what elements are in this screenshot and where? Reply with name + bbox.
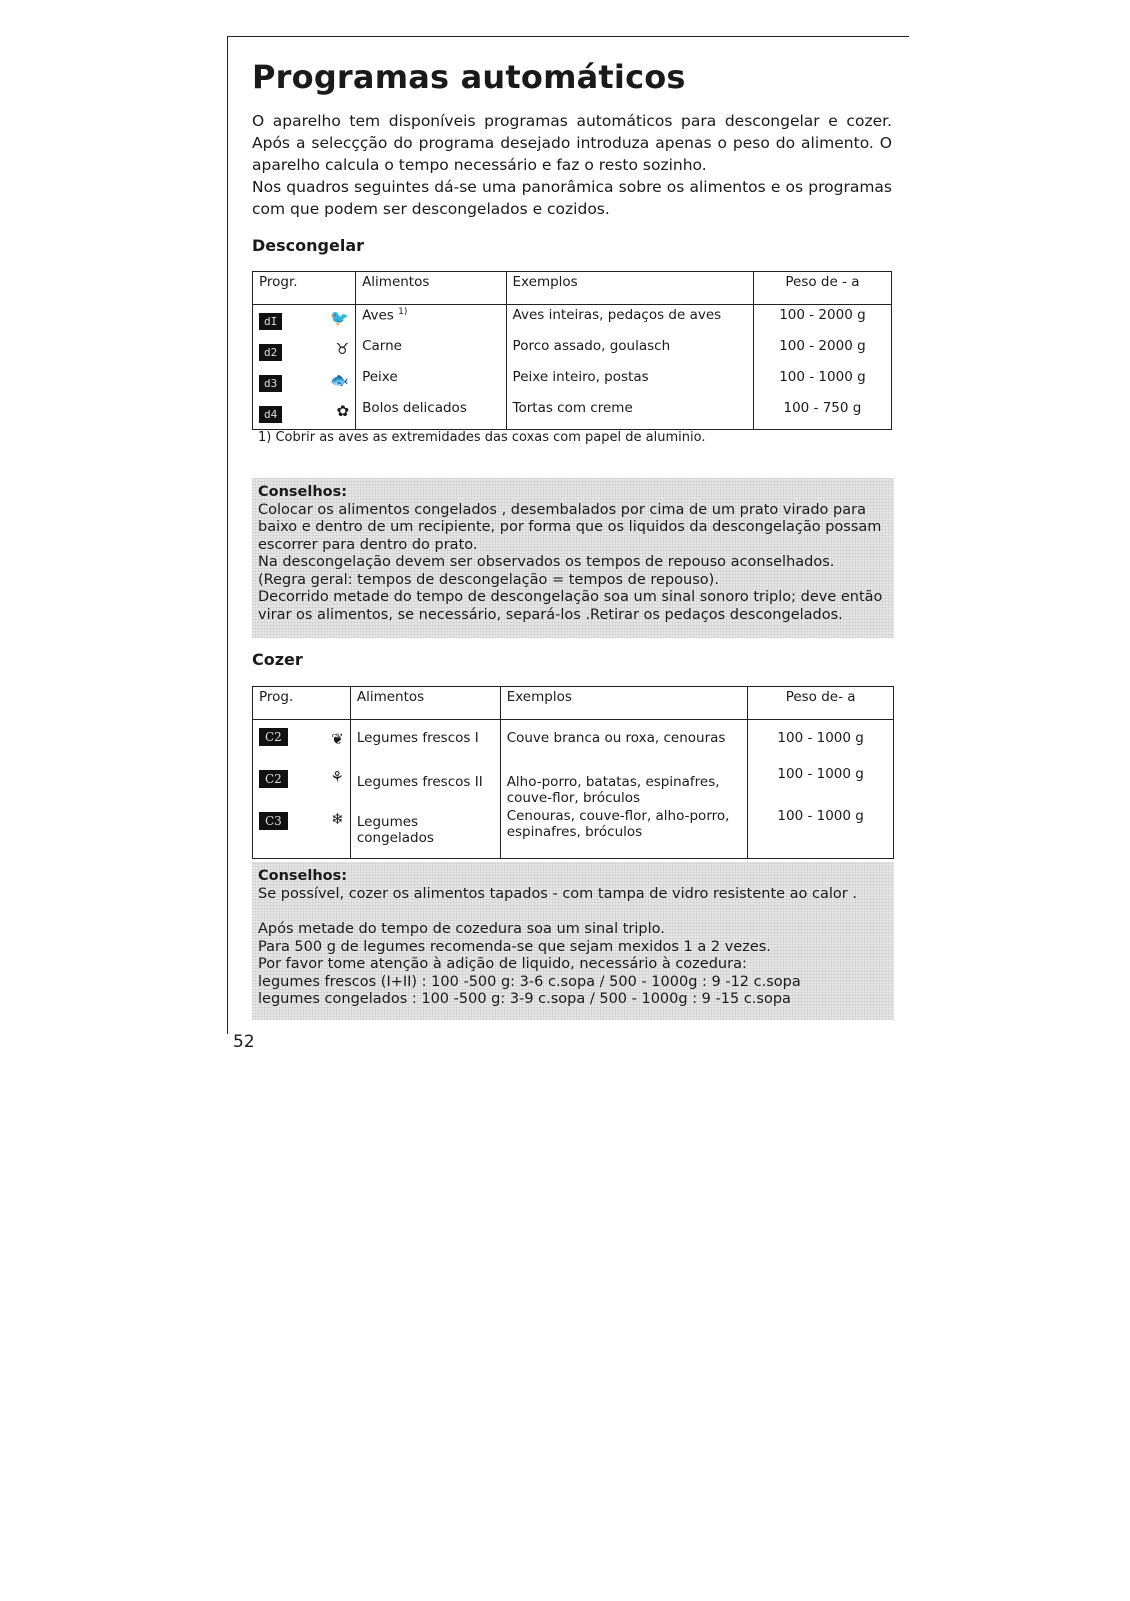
- food-cell: Legumes frescos II: [350, 762, 500, 806]
- table-row: [253, 336, 892, 367]
- example-cell: Aves inteiras, pedaços de aves: [506, 305, 753, 337]
- spacer: [258, 903, 888, 921]
- weight-cell: 100 - 2000 g: [753, 336, 891, 367]
- example-cell: Tortas com creme: [506, 398, 753, 430]
- header-cell: Prog.: [253, 687, 351, 720]
- prog-cell: [253, 305, 356, 337]
- prog-cell: [253, 367, 356, 398]
- frozen-vegetables-icon: ❄: [331, 810, 344, 828]
- page-title: Programas automáticos: [252, 58, 686, 96]
- bird-icon: 🐦: [330, 309, 350, 327]
- cake-icon: ✿: [336, 402, 350, 420]
- prog-cell: [253, 398, 356, 430]
- tip-line: Na descongelação devem ser observados os tempos de repouso aconselhados.: [258, 554, 835, 570]
- tip-line: legumes congelados : 100 -500 g: 3-9 c.sopa / 500 - 1000g : 9 -15 c.sopa: [258, 991, 791, 1007]
- table-row: [253, 367, 892, 398]
- header-cell: Peso de - a: [753, 272, 891, 305]
- tip-line: legumes frescos (I+II) : 100 -500 g: 3-6 c.sopa / 500 - 1000g : 9 -12 c.sopa: [258, 973, 801, 990]
- intro-paragraph-2: Nos quadros seguintes dá-se uma panorâmica sobre os alimentos e os programas com que podem ser descongelados e cozidos.: [252, 178, 892, 218]
- tip-line: Por favor tome atenção à adição de liquido, necessário à cozedura:: [258, 956, 747, 972]
- weight-cell: 100 - 1000 g: [748, 720, 894, 763]
- program-code-badge: C2: [259, 728, 288, 746]
- footnote-ref: 1): [398, 307, 408, 317]
- footnote: 1) Cobrir as aves as extremidades das coxas com papel de aluminio.: [258, 430, 706, 445]
- table-header-row: [253, 272, 892, 305]
- intro-text: [252, 110, 892, 220]
- prog-cell: [253, 762, 351, 806]
- fish-icon: 🐟: [330, 371, 350, 389]
- weight-cell: 100 - 1000 g: [748, 762, 894, 806]
- food-cell: Carne: [356, 336, 506, 367]
- tip-line: Colocar os alimentos congelados , desembalados por cima de um prato virado para baixo e dentro de um recipiente, por forma que os liquidos da descongelação possam escorrer para dentro do prato.: [258, 501, 882, 553]
- program-code-badge: C2: [259, 770, 288, 788]
- tips-box-descongelar: [252, 478, 894, 638]
- header-cell: Exemplos: [500, 687, 748, 720]
- page-number: 52: [233, 1032, 255, 1052]
- food-cell: [356, 305, 506, 337]
- food-cell: Legumes congelados: [350, 806, 500, 859]
- table-header-row: [253, 687, 894, 720]
- header-cell: Alimentos: [356, 272, 506, 305]
- program-code-badge: dI: [259, 313, 282, 330]
- weight-cell: 100 - 750 g: [753, 398, 891, 430]
- table-row: [253, 398, 892, 430]
- tip-line: Decorrido metade do tempo de descongelação soa um sinal sonoro triplo; deve então virar os alimentos, se necessário, separá-los .Retirar os pedaços descongelados.: [258, 589, 883, 623]
- program-code-badge: d4: [259, 406, 282, 423]
- prog-cell: [253, 336, 356, 367]
- intro-paragraph-1: O aparelho tem disponíveis programas automáticos para descongelar e cozer. Após a selecçção do programa desejado introduza apenas o peso do alimento. O aparelho calcula o tempo necessário e faz o resto sozinho.: [252, 112, 892, 174]
- weight-cell: 100 - 1000 g: [748, 806, 894, 859]
- page-frame-top: [227, 36, 909, 37]
- header-cell: Alimentos: [350, 687, 500, 720]
- food-cell: Legumes frescos I: [350, 720, 500, 763]
- program-code-badge: C3: [259, 812, 288, 830]
- food-cell: Bolos delicados: [356, 398, 506, 430]
- food-cell: Peixe: [356, 367, 506, 398]
- descongelar-table: [252, 271, 892, 430]
- table-row: [253, 762, 894, 806]
- example-cell: Couve branca ou roxa, cenouras: [500, 720, 748, 763]
- header-cell: Exemplos: [506, 272, 753, 305]
- example-cell: Peixe inteiro, postas: [506, 367, 753, 398]
- header-cell: Peso de- a: [748, 687, 894, 720]
- table-row: [253, 720, 894, 763]
- section-title-descongelar: Descongelar: [252, 236, 364, 255]
- page-frame-left: [227, 36, 228, 1034]
- program-code-badge: d3: [259, 375, 282, 392]
- prog-cell: [253, 806, 351, 859]
- leek-icon: ⚘: [330, 768, 344, 786]
- table-row: [253, 806, 894, 859]
- table-row: [253, 305, 892, 337]
- header-cell: Progr.: [253, 272, 356, 305]
- example-cell: Alho-porro, batatas, espinafres, couve-flor, bróculos: [500, 762, 748, 806]
- example-cell: Porco assado, goulasch: [506, 336, 753, 367]
- vegetables-icon: ❦: [331, 730, 344, 748]
- tip-line: (Regra geral: tempos de descongelação = tempos de repouso).: [258, 571, 719, 588]
- weight-cell: 100 - 1000 g: [753, 367, 891, 398]
- tip-line: Para 500 g de legumes recomenda-se que sejam mexidos 1 a 2 vezes.: [258, 938, 771, 955]
- tips-box-cozer: [252, 862, 894, 1020]
- program-code-badge: d2: [259, 344, 282, 361]
- tip-line: Após metade do tempo de cozedura soa um sinal triplo.: [258, 921, 665, 937]
- example-cell: Cenouras, couve-flor, alho-porro, espinafres, bróculos: [500, 806, 748, 859]
- tip-line: Se possível, cozer os alimentos tapados - com tampa de vidro resistente ao calor .: [258, 885, 857, 902]
- cozer-table: [252, 686, 894, 859]
- weight-cell: 100 - 2000 g: [753, 305, 891, 337]
- meat-icon: ♉: [335, 340, 350, 358]
- prog-cell: [253, 720, 351, 763]
- section-title-cozer: Cozer: [252, 650, 303, 669]
- food-label: Aves: [362, 307, 394, 324]
- tips-title: Conselhos:: [258, 484, 348, 500]
- tips-title: Conselhos:: [258, 868, 348, 884]
